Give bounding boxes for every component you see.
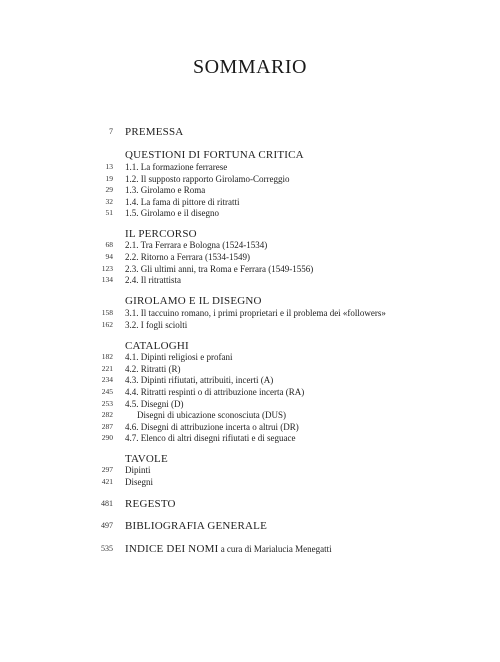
toc-entry xyxy=(0,273,500,287)
toc-page-number: 134 xyxy=(101,275,113,284)
toc-page-number: 94 xyxy=(105,252,113,261)
toc-entry-title: 4.3. Dipinti rifiutati, attribuiti, incerti (A) xyxy=(125,375,274,385)
toc-entry-title: 4.5. Disegni (D) xyxy=(125,399,184,409)
toc-page-number: 253 xyxy=(101,399,113,408)
toc-page-number: 13 xyxy=(105,162,113,171)
toc-page-number: 32 xyxy=(105,197,113,206)
toc-entry xyxy=(0,519,500,533)
toc-entry xyxy=(0,125,500,139)
toc-entry-title: INDICE DEI NOMI a cura di Marialucia Menegatti xyxy=(125,543,332,555)
toc-entry xyxy=(0,318,500,332)
toc-entry-title: 4.6. Disegni di attribuzione incerta o altrui (DR) xyxy=(125,422,299,432)
toc-page-number: 19 xyxy=(105,174,113,183)
toc-entry-title: 4.7. Elenco di altri disegni rifiutati e di seguace xyxy=(125,433,296,443)
toc-page-number: 290 xyxy=(101,433,113,442)
toc-page-number: 297 xyxy=(101,465,113,474)
toc-page-number: 282 xyxy=(101,410,113,419)
toc-page-number: 51 xyxy=(105,208,113,217)
toc-entry-title: 1.1. La formazione ferrarese xyxy=(125,162,228,172)
toc-entry-note: a cura di Marialucia Menegatti xyxy=(218,544,332,554)
toc-entry-title: 3.1. Il taccuino romano, i primi proprietari e il problema dei «followers» xyxy=(125,308,386,318)
toc-entry-title: BIBLIOGRAFIA GENERALE xyxy=(125,520,268,532)
toc-page-number: 287 xyxy=(101,422,113,431)
toc-page-number: 7 xyxy=(109,127,113,136)
toc-page-number: 497 xyxy=(101,521,113,530)
toc-entry-title: TAVOLE xyxy=(125,453,168,465)
toc-entry-title: 2.1. Tra Ferrara e Bologna (1524-1534) xyxy=(125,240,268,250)
toc-entry-title: QUESTIONI DI FORTUNA CRITICA xyxy=(125,149,304,161)
toc-entry xyxy=(0,542,500,556)
toc-entry-title: 4.4. Ritratti respinti o di attribuzione incerta (RA) xyxy=(125,387,305,397)
toc-entry-title: Dipinti xyxy=(125,465,151,475)
toc-entry-title: 3.2. I fogli sciolti xyxy=(125,320,188,330)
toc-entry xyxy=(0,431,500,445)
toc-entry-title: 1.2. Il supposto rapporto Girolamo-Correggio xyxy=(125,174,290,184)
toc-page-number: 29 xyxy=(105,185,113,194)
toc-entry-title: 1.5. Girolamo e il disegno xyxy=(125,208,219,218)
toc-entry-title: 2.3. Gli ultimi anni, tra Roma e Ferrara (1549-1556) xyxy=(125,264,314,274)
toc-entry xyxy=(0,475,500,489)
page-title: SOMMARIO xyxy=(192,56,308,78)
toc-entry-title: 1.3. Girolamo e Roma xyxy=(125,185,206,195)
toc-entry xyxy=(0,206,500,220)
toc-page-number: 158 xyxy=(101,308,113,317)
toc-entry-title: 1.4. La fama di pittore di ritratti xyxy=(125,197,240,207)
toc-entry-title: Disegni xyxy=(125,477,153,487)
toc-page-number: 68 xyxy=(105,240,113,249)
toc-page-number: 221 xyxy=(101,364,113,373)
toc-entry-title: IL PERCORSO xyxy=(125,228,197,240)
toc-page-number: 245 xyxy=(101,387,113,396)
toc-entry-title: 2.2. Ritorno a Ferrara (1534-1549) xyxy=(125,252,250,262)
toc-entry xyxy=(0,497,500,511)
toc-entry-title: 4.2. Ritratti (R) xyxy=(125,364,181,374)
toc-page-number: 481 xyxy=(101,499,113,508)
toc-entry-title: GIROLAMO E IL DISEGNO xyxy=(125,295,262,307)
toc-entry-title: 4.1. Dipinti religiosi e profani xyxy=(125,352,233,362)
toc-page-number: 162 xyxy=(101,320,113,329)
toc-page-number: 234 xyxy=(101,375,113,384)
toc-entry-title: REGESTO xyxy=(125,498,176,510)
toc-entry-title: CATALOGHI xyxy=(125,340,189,352)
toc-page-number: 182 xyxy=(101,352,113,361)
toc-page-number: 535 xyxy=(101,544,113,553)
toc-entry-title: Disegni di ubicazione sconosciuta (DUS) xyxy=(137,410,286,420)
toc-entry-title: 2.4. Il ritrattista xyxy=(125,275,181,285)
toc-page-number: 123 xyxy=(101,264,113,273)
toc-page-number: 421 xyxy=(101,477,113,486)
toc-entry-title: PREMESSA xyxy=(125,126,184,138)
